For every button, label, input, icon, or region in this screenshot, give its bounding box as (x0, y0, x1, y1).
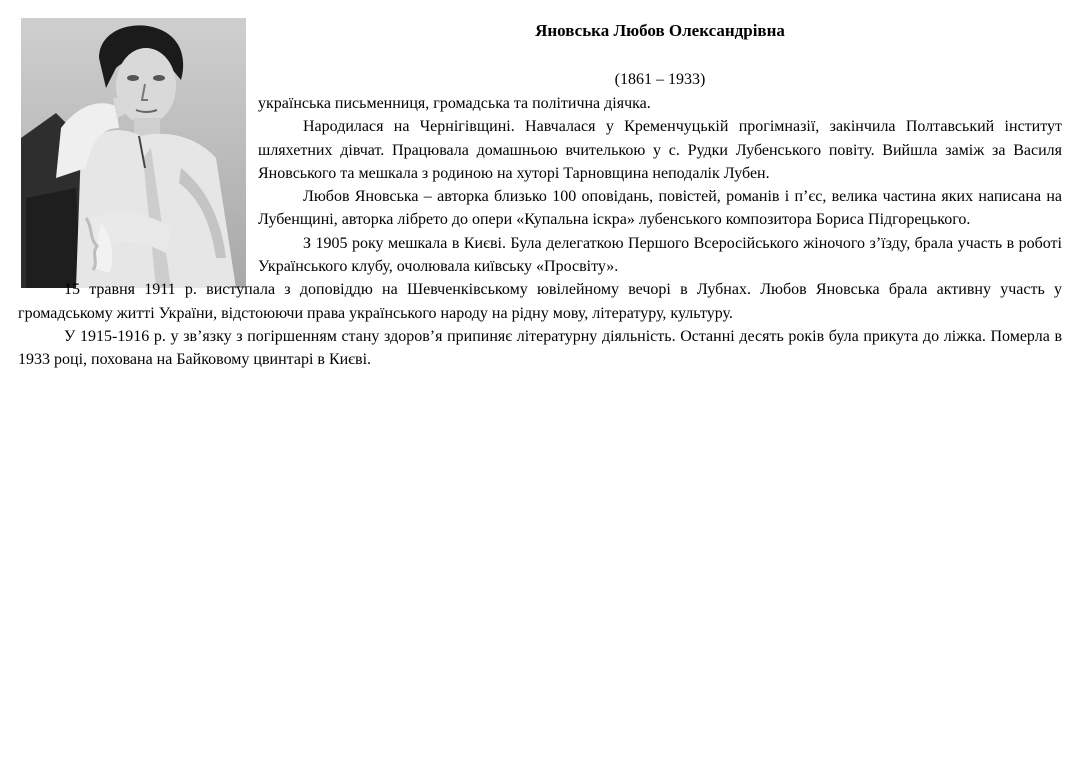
paragraph-intro: українська письменниця, громадська та політична діячка. (258, 95, 651, 112)
life-years: (1861 – 1933) (614, 71, 706, 88)
paragraph-lubny-speech: 15 травня 1911 р. виступала з доповіддю на Шевченківському ювілейному вечорі в Лубнах. Любов Яновська брала активну участь у громадському житті України, відстоюючи права українського народу на рідну мову, літературу, культуру. (18, 281, 1062, 322)
paragraph-kyiv: З 1905 року мешкала в Києві. Була делегаткою Першого Всеросійського жіночого з’їзду, брала участь в роботі Українського клубу, очолювала київську «Просвіту». (258, 234, 1062, 276)
paragraph-works: Любов Яновська – авторка близько 100 оповідань, повістей, романів і п’єс, велика частина яких написана на Лубенщині, авторка лібрето до опери «Купальна іскра» лубенського композитора Бориса Підгорецького. (258, 188, 1062, 229)
paragraph-early-life: Народилася на Чернігівщині. Навчалася у Кременчуцькій прогімназії, закінчила Полтавський інститут шляхетних дівчат. Працювала домашньою вчителькою у с. Рудки Лубенського повіту. Вийшла заміж за Василя Яновського та мешкала з родиною на хуторі Тарновщина неподалік Лубен. (258, 118, 1062, 182)
biography-text (18, 92, 1062, 372)
paragraph-late-life: У 1915-1916 р. у зв’язку з погіршенням стану здоров’я припиняє літературну діяльність. Останні десять років була прикута до ліжка. Померла в 1933 році, похована на Байковому цвинтарі в Києві. (18, 327, 1062, 369)
page-title: Яновська Любов Олександрівна (535, 21, 785, 40)
